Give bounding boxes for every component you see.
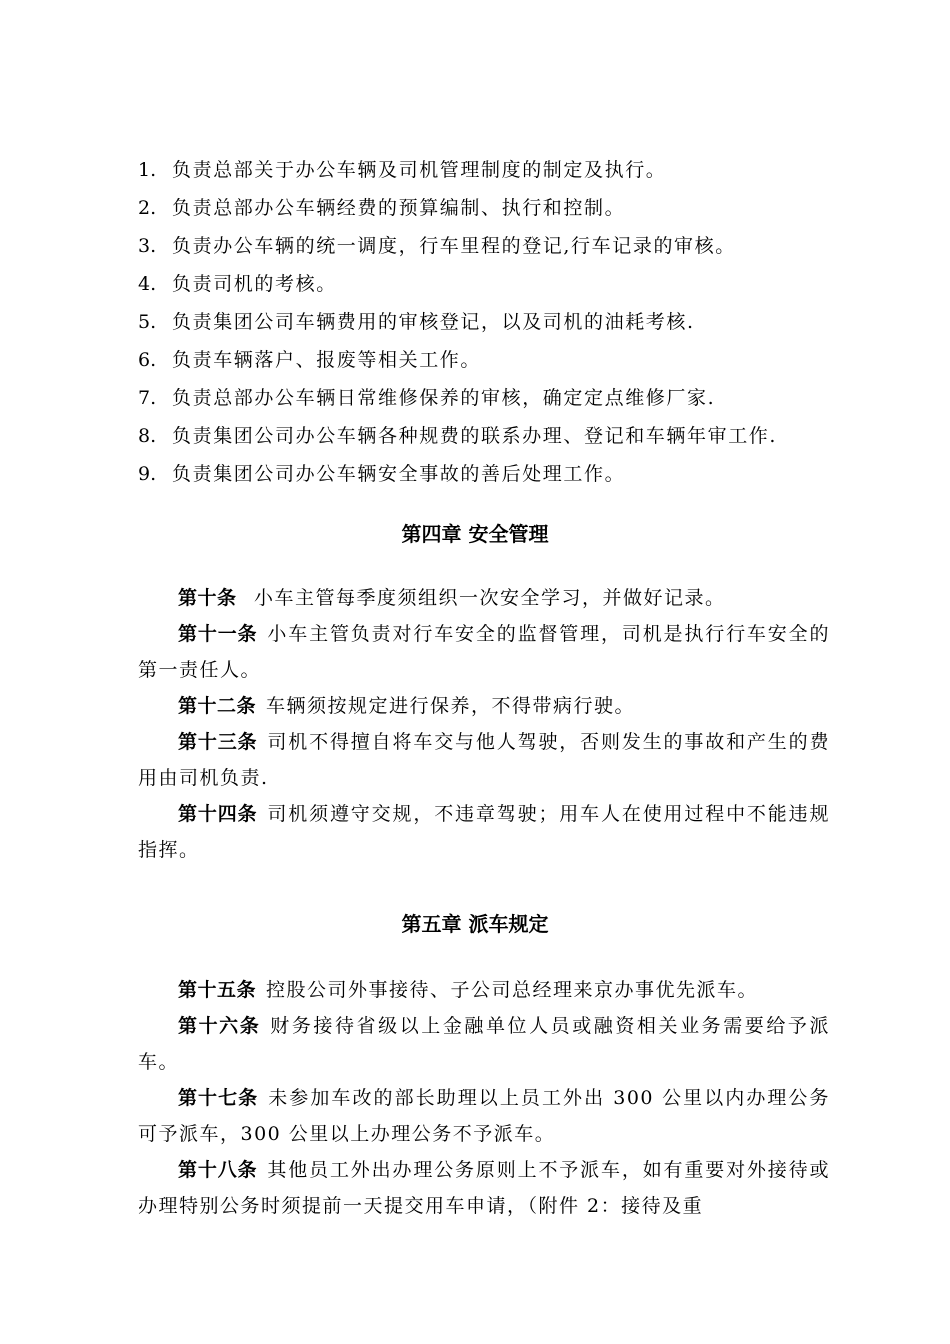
duty-item: 1. 负责总部关于办公车辆及司机管理制度的制定及执行。 <box>138 159 667 181</box>
article: 第十一条 小车主管负责对行车安全的监督管理，司机是执行行车安全的第一责任人。 <box>138 623 830 681</box>
duty-item: 4. 负责司机的考核。 <box>138 273 337 295</box>
duty-item: 9. 负责集团公司办公车辆安全事故的善后处理工作。 <box>138 463 626 485</box>
article: 第十四条 司机须遵守交规，不违章驾驶；用车人在使用过程中不能违规指挥。 <box>138 803 830 861</box>
chapter-heading: 第五章 派车规定 <box>401 912 549 936</box>
chapter-4-articles <box>138 580 830 868</box>
duty-item: 2. 负责总部办公车辆经费的预算编制、执行和控制。 <box>138 197 626 219</box>
chapter-heading: 第四章 安全管理 <box>401 522 549 546</box>
duty-item: 8. 负责集团公司办公车辆各种规费的联系办理、登记和车辆年审工作. <box>138 425 778 447</box>
article: 第十六条 财务接待省级以上金融单位人员或融资相关业务需要给予派车。 <box>138 1015 830 1073</box>
duty-item: 3. 负责办公车辆的统一调度，行车里程的登记,行车记录的审核。 <box>138 235 736 257</box>
duty-item: 5. 负责集团公司车辆费用的审核登记，以及司机的油耗考核. <box>138 311 695 333</box>
article: 第十二条 车辆须按规定进行保养，不得带病行驶。 <box>178 695 636 717</box>
chapter-5-articles <box>138 972 830 1224</box>
article: 第十七条 未参加车改的部长助理以上员工外出 300 公里以内办理公务可予派车，300 公里以上办理公务不予派车。 <box>138 1087 830 1145</box>
duty-item: 7. 负责总部办公车辆日常维修保养的审核，确定定点维修厂家. <box>138 387 716 409</box>
article: 第十三条 司机不得擅自将车交与他人驾驶，否则发生的事故和产生的费用由司机负责. <box>138 731 830 789</box>
article: 第十八条 其他员工外出办理公务原则上不予派车，如有重要对外接待或办理特别公务时须提前一天提交用车申请，（附件 2：接待及重 <box>138 1159 830 1217</box>
article: 第十五条 控股公司外事接待、子公司总经理来京办事优先派车。 <box>178 979 759 1001</box>
article: 第十条 小车主管每季度须组织一次安全学习，并做好记录。 <box>178 587 726 609</box>
duty-item: 6. 负责车辆落户、报废等相关工作。 <box>138 349 482 371</box>
